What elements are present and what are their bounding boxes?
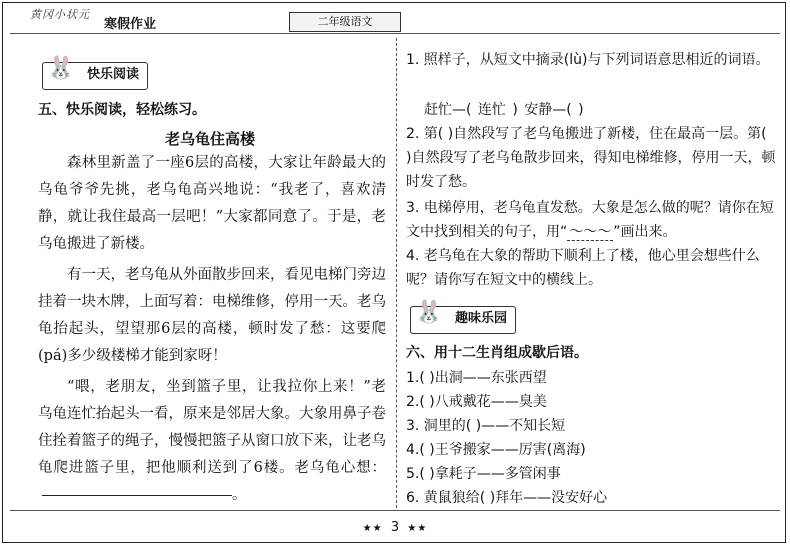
question-3 bbox=[406, 196, 776, 244]
section-five-title: 五、快乐阅读，轻松练习。 bbox=[38, 102, 206, 118]
mascot-icon: 🐰 bbox=[415, 300, 443, 325]
idiom-item: 3. 洞里的( )——不知长短 bbox=[406, 418, 566, 434]
article-title: 老乌龟住高楼 bbox=[164, 130, 255, 148]
article-paragraph-3 bbox=[38, 374, 386, 509]
question-3-text: 3. 电梯停用，老乌龟直发愁。大象是怎么做的呢？请你在短文中找到相关的句子，用“ bbox=[406, 200, 774, 240]
question-4: 4. 老乌龟在大象的帮助下顺利上了楼，他心里会想些什么呢？请你写在短文中的横线上。 bbox=[406, 248, 760, 288]
answer-blank-line[interactable] bbox=[42, 494, 232, 496]
question-1: 1. 照样子，从短文中摘录(lù)与下列词语意思相近的词语。 bbox=[406, 52, 770, 68]
paragraph-3-text: “喂，老朋友，坐到篮子里，让我拉你上来！”老乌龟连忙抬起头一看，原来是邻居大象。大象用鼻子卷住拴着篮子的绳子，慢慢把篮子从窗口放下来，让老乌龟爬进篮子里，把他顺利送到了6楼。老乌龟心想： bbox=[38, 379, 386, 476]
mascot-icon: 🐰 bbox=[47, 56, 75, 81]
brand-logo: 黄冈小状元 bbox=[30, 8, 90, 21]
idiom-item: 6. 黄鼠狼给( )拜年——没安好心 bbox=[406, 490, 608, 506]
idiom-item: 1.( )出洞——东张西望 bbox=[406, 370, 547, 386]
question-1-answers: 赶忙—( 连忙 ) 安静—( ) bbox=[424, 102, 584, 118]
idiom-item: 2.( )八戒戴花——臭美 bbox=[406, 394, 547, 410]
question-2: 2. 第( )自然段写了老乌龟搬进了新楼，住在最高一层。第( )自然段写了老乌龟散步回来，得知电梯维修，停用一天，顿时发了愁。 bbox=[406, 126, 776, 190]
reading-banner-label: 快乐阅读 bbox=[87, 67, 140, 82]
star-icon: ★★ bbox=[407, 523, 428, 534]
footer-divider bbox=[10, 510, 780, 511]
paragraph-3-end: 。 bbox=[232, 487, 247, 503]
wavy-line-mark: ～～～ bbox=[569, 224, 612, 240]
page-header bbox=[6, 6, 782, 34]
article-paragraph-2: 有一天，老乌龟从外面散步回来，看见电梯门旁边挂着一块木牌，上面写着：电梯维修，停用一天。老乌龟抬起头，望望那6层的高楼，顿时发了愁：这要爬(pá)多少级楼梯才能到家呀！ bbox=[38, 267, 386, 364]
idiom-item: 4.( )王爷搬家——厉害(离海) bbox=[406, 442, 586, 458]
header-divider bbox=[10, 33, 780, 34]
section-six-title: 六、用十二生肖组成歇后语。 bbox=[406, 345, 588, 361]
question-3-end: ”画出来。 bbox=[613, 224, 677, 240]
article-paragraph-1: 森林里新盖了一座6层的高楼，大家让年龄最大的乌龟爷爷先挑，老乌龟高兴地说：“我老了，喜欢清静，就让我住最高一层吧！”大家都同意了。于是，老乌龟搬进了新楼。 bbox=[38, 155, 386, 252]
page-number bbox=[0, 520, 790, 535]
fun-banner-label: 趣味乐园 bbox=[455, 311, 508, 326]
grade-subject-label: 二年级语文 bbox=[289, 12, 401, 32]
idiom-item: 5.( )拿耗子——多管闲事 bbox=[406, 466, 561, 482]
page-number-value: 3 bbox=[390, 520, 400, 535]
reading-banner bbox=[42, 56, 148, 90]
column-divider bbox=[396, 38, 397, 508]
fun-banner bbox=[410, 300, 516, 334]
star-icon: ★★ bbox=[362, 523, 383, 534]
series-title: 寒假作业 bbox=[104, 17, 157, 32]
